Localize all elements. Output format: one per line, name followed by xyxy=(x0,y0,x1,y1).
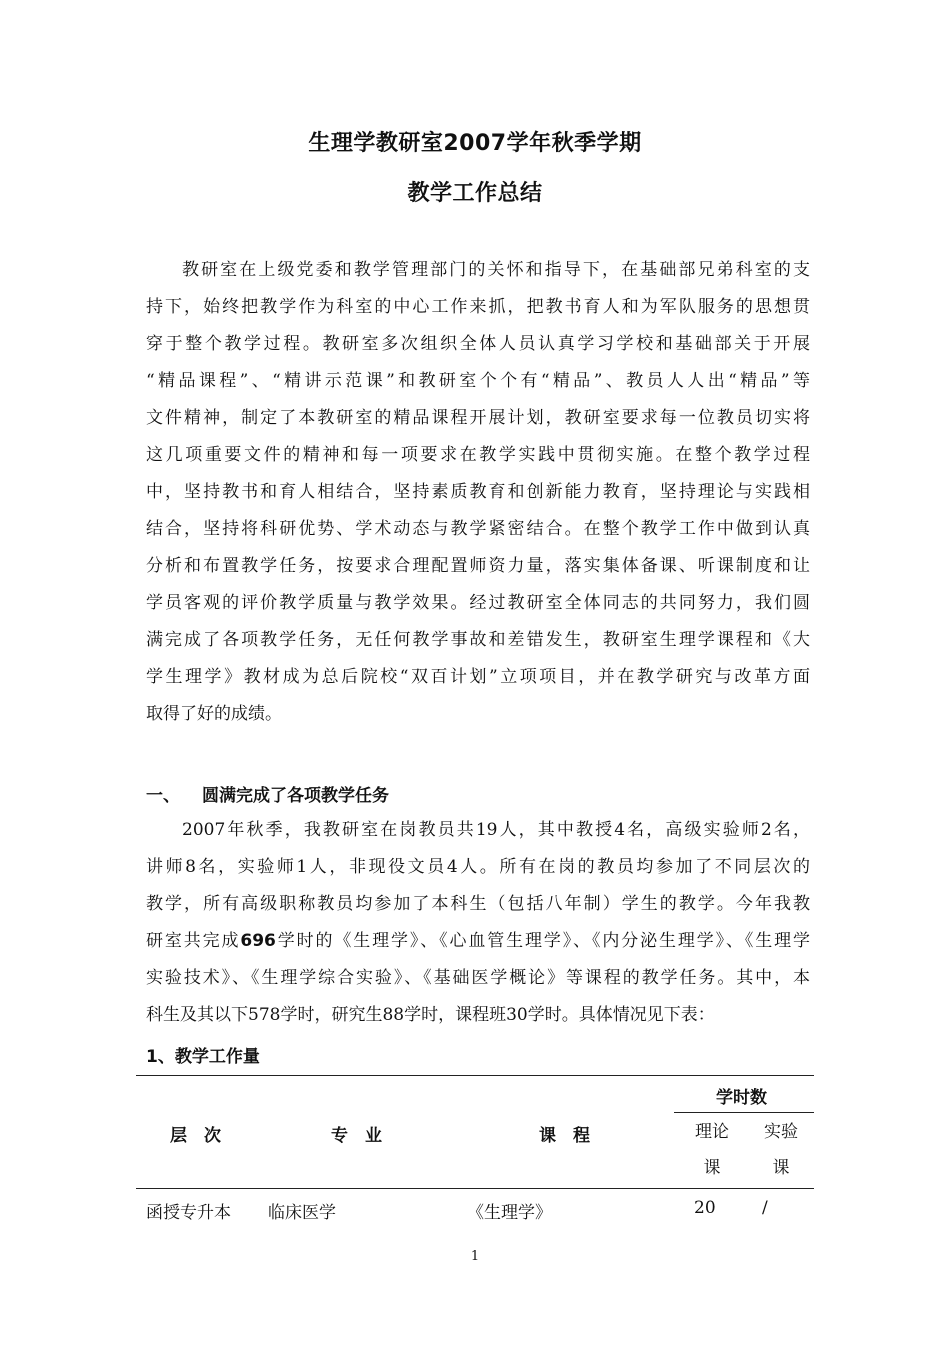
section-1-line: 讲师8名，实验师1人，非现役文员4人。所有在岗的教员均参加了不同层次的 xyxy=(146,857,810,877)
section-1-title: 圆满完成了各项教学任务 xyxy=(202,786,389,806)
intro-line: 中，坚持教书和育人相结合，坚持素质教育和创新能力教育，坚持理论与实践相 xyxy=(146,482,810,502)
intro-line: 穿于整个教学过程。教研室多次组织全体人员认真学习学校和基础部关于开展 xyxy=(146,334,810,354)
total-hours-value: 696 xyxy=(240,931,276,951)
intro-line: 文件精神，制定了本教研室的精品课程开展计划，教研室要求每一位教员切实将 xyxy=(146,408,810,428)
section-1-line xyxy=(146,923,810,960)
intro-line: “精品课程”、“精讲示范课”和教研室个个有“精品”、教员人人出“精品”等 xyxy=(146,371,810,391)
document-title-line-1: 生理学教研室2007学年秋季学期 xyxy=(308,131,642,156)
line-text: 研室共完成 xyxy=(146,931,241,951)
header-major: 专 业 xyxy=(331,1126,382,1146)
section-1-line: 教学，所有高级职称教员均参加了本科生（包括八年制）学生的教学。今年我教 xyxy=(146,894,810,914)
intro-line: 结合，坚持将科研优势、学术动态与教学紧密结合。在整个教学工作中做到认真 xyxy=(146,519,810,539)
section-1-line: 实验技术》、《生理学综合实验》、《基础医学概论》等课程的教学任务。其中，本 xyxy=(146,968,810,988)
header-level: 层 次 xyxy=(170,1126,221,1146)
table-top-rule xyxy=(136,1075,814,1076)
intro-line: 持下，始终把教学作为科室的中心工作来抓，把教书育人和为军队服务的思想贯 xyxy=(146,297,810,317)
page-number: 1 xyxy=(470,1249,480,1264)
section-1-number: 一、 xyxy=(146,786,180,806)
header-course: 课 程 xyxy=(539,1126,590,1146)
header-lab-line: 课 xyxy=(772,1158,790,1178)
header-lab-line: 实验 xyxy=(764,1122,798,1142)
header-hours: 学时数 xyxy=(716,1088,767,1108)
intro-line: 这几项重要文件的精神和每一项要求在教学实践中贯彻实施。在整个教学过程 xyxy=(146,445,810,465)
intro-line: 取得了好的成绩。 xyxy=(146,704,282,724)
subsection-1-heading: 1、教学工作量 xyxy=(146,1047,260,1067)
cell-theory: 20 xyxy=(694,1198,716,1218)
header-theory-line: 课 xyxy=(703,1158,721,1178)
header-lab xyxy=(761,1114,801,1186)
header-theory-line: 理论 xyxy=(695,1122,729,1142)
header-theory xyxy=(692,1114,732,1186)
intro-line: 分析和布置教学任务，按要求合理配置师资力量，落实集体备课、听课制度和让 xyxy=(146,556,810,576)
intro-line: 教研室在上级党委和教学管理部门的关怀和指导下，在基础部兄弟科室的支 xyxy=(182,260,810,280)
section-1-line: 科生及其以下578学时，研究生88学时，课程班30学时。具体情况见下表： xyxy=(146,1005,715,1025)
section-1-paragraph xyxy=(146,812,810,1034)
line-text: 学时的《生理学》、《心血管生理学》、《内分泌生理学》、《生理学 xyxy=(275,931,810,951)
table-header-bottom-rule xyxy=(136,1188,814,1189)
cell-level: 函授专升本 xyxy=(146,1203,231,1223)
table-hours-rule xyxy=(674,1112,814,1113)
section-1-line: 2007年秋季，我教研室在岗教员共19人，其中教授4名，高级实验师2名， xyxy=(182,820,810,840)
section-1-heading xyxy=(146,781,389,806)
intro-line: 学生理学》教材成为总后院校“双百计划”立项项目，并在教学研究与改革方面 xyxy=(146,667,810,687)
cell-major: 临床医学 xyxy=(268,1203,336,1223)
intro-line: 学员客观的评价教学质量与教学效果。经过教研室全体同志的共同努力，我们圆 xyxy=(146,593,810,613)
cell-lab: / xyxy=(762,1198,768,1218)
intro-paragraph xyxy=(146,252,810,733)
cell-course: 《生理学》 xyxy=(467,1203,552,1223)
intro-line: 满完成了各项教学任务，无任何教学事故和差错发生，教研室生理学课程和《大 xyxy=(146,630,810,650)
document-title-line-2: 教学工作总结 xyxy=(407,181,543,206)
